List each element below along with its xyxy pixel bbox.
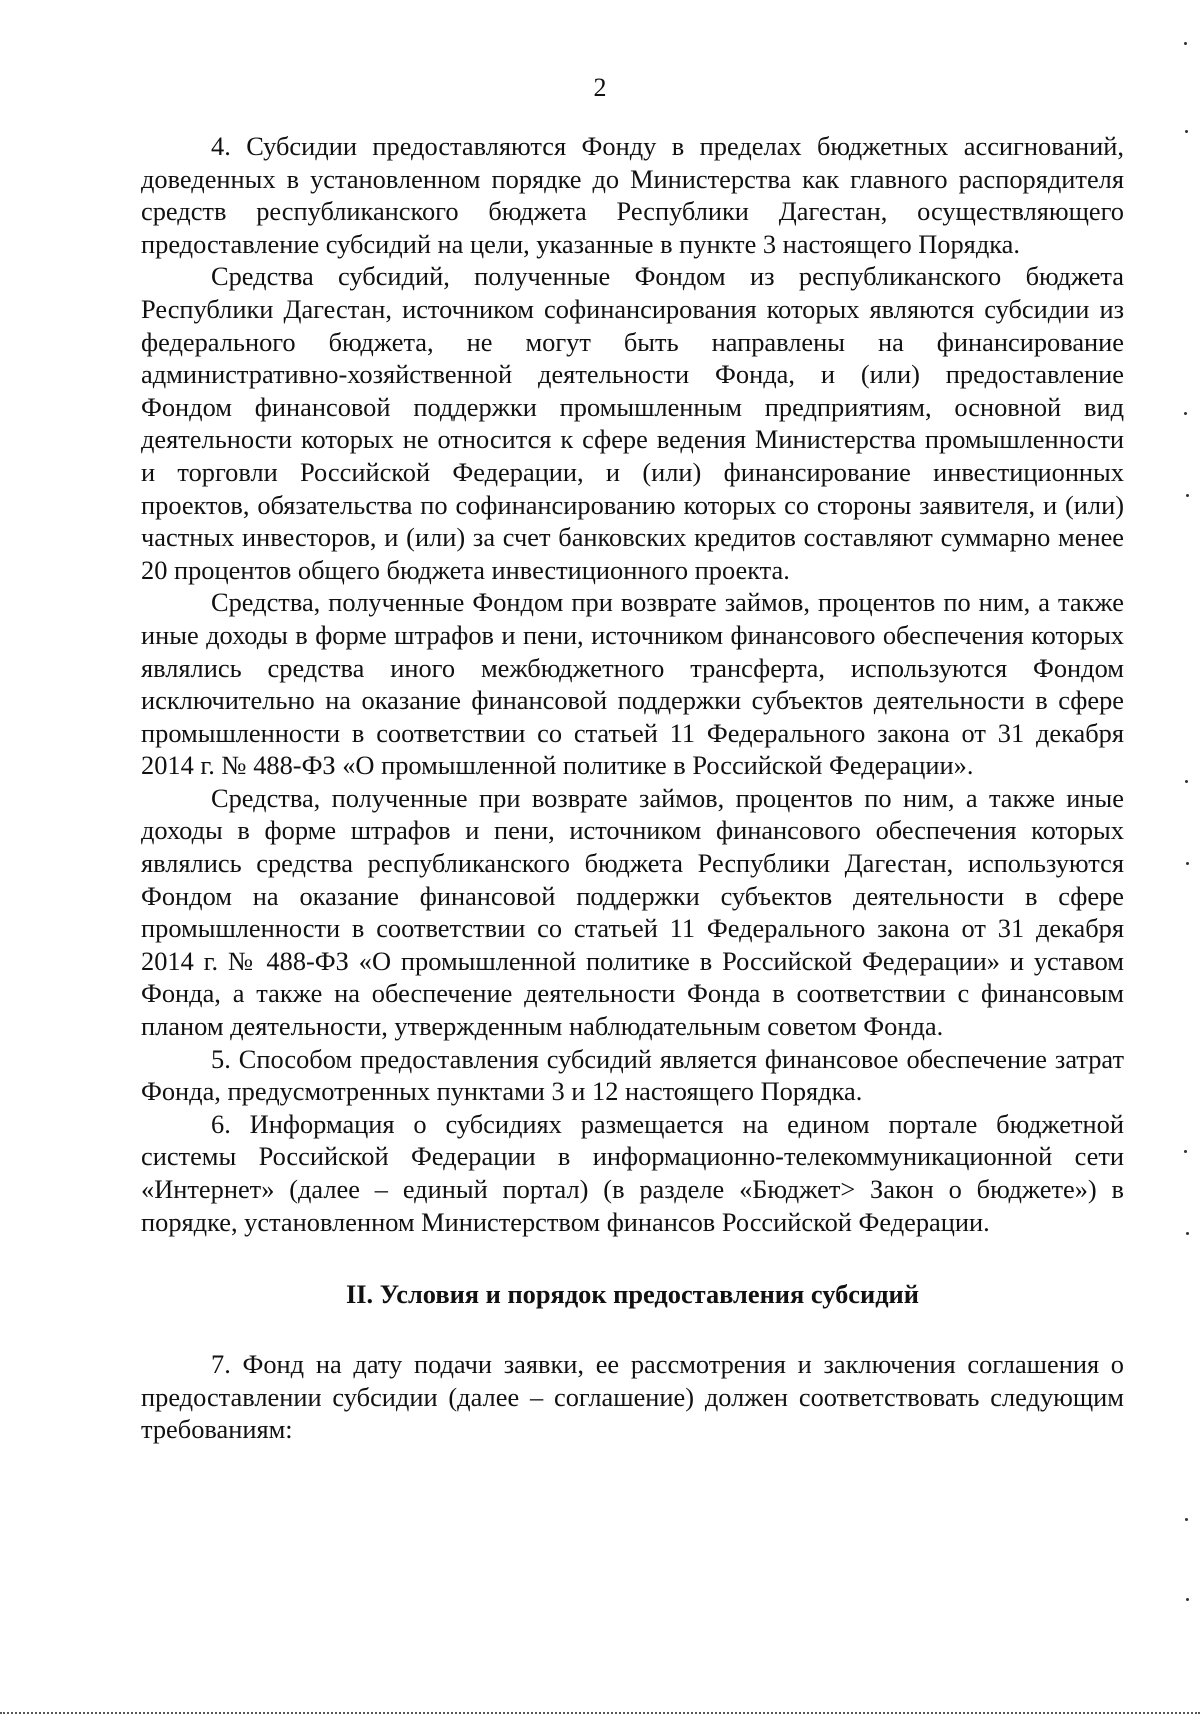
scan-mark <box>1184 1150 1187 1153</box>
scan-mark <box>1186 494 1189 497</box>
paragraph-item-5: 5. Способом предоставления субсидий является финансовое обеспечение затрат Фонда, предусмотренных пунктами 3 и 12 настоящего Порядка. <box>141 1043 1124 1107</box>
scan-mark <box>1184 42 1187 45</box>
paragraph-subsidy-funds: Средства субсидий, полученные Фондом из республиканского бюджета Республики Дагестан, источником софинансирования которых являются субсидии из федерального бюджета, не могут быть направлены на финансирование административно-хозяйственной деятельности Фонда, и (или) предоставление Фондом финансовой поддержки промышленным предприятиям, основной вид деятельности которых не относится к сфере ведения Министерства промышленности и торговли Российской Федерации, и (или) финансирование инвестиционных проектов, обязательства по софинансированию которых со стороны заявителя, и (или) частных инвесторов, и (или) за счет банковских кредитов составляют суммарно менее 20 процентов общего бюджета инвестиционного проекта. <box>141 261 1124 585</box>
scan-mark <box>1186 1598 1189 1601</box>
page-number: 2 <box>593 73 607 102</box>
page-bottom-edge <box>0 1712 1200 1714</box>
document-body <box>141 130 1124 1446</box>
scan-mark <box>1186 862 1189 865</box>
paragraph-item-7: 7. Фонд на дату подачи заявки, ее рассмотрения и заключения соглашения о предоставлении субсидии (далее – соглашение) должен соответствовать следующим требованиям: <box>141 1349 1124 1445</box>
paragraph-item-6: 6. Информация о субсидиях размещается на едином портале бюджетной системы Российской Федерации в информационно-телекоммуникационной сети «Интернет» (далее – единый портал) (в разделе «Бюджет> Закон о бюджете») в порядке, установленном Министерством финансов Российской Федерации. <box>141 1108 1124 1237</box>
scan-mark <box>1185 130 1188 133</box>
scan-mark <box>1185 1518 1188 1521</box>
section-heading: II. Условия и порядок предоставления субсидий <box>346 1279 919 1310</box>
paragraph-loan-returns-transfer: Средства, полученные Фондом при возврате займов, процентов по ним, а также иные доходы в форме штрафов и пени, источником финансового обеспечения которых являлись средства иного межбюджетного трансферта, используются Фондом исключительно на оказание финансовой поддержки субъектов деятельности в сфере промышленности в соответствии со статьей 11 Федерального закона от 31 декабря 2014 г. № 488-ФЗ «О промышленной политике в Российской Федерации». <box>141 587 1124 781</box>
paragraph-loan-returns-republican: Средства, полученные при возврате займов, процентов по ним, а также иные доходы в форме штрафов и пени, источником финансового обеспечения которых являлись средства республиканского бюджета Республики Дагестан, используются Фондом на оказание финансовой поддержки субъектов деятельности в сфере промышленности в соответствии со статьей 11 Федерального закона от 31 декабря 2014 г. № 488-ФЗ «О промышленной политике в Российской Федерации» и уставом Фонда, а также на обеспечение деятельности Фонда в соответствии с финансовым планом деятельности, утвержденным наблюдательным советом Фонда. <box>141 782 1124 1042</box>
scan-mark <box>1184 412 1187 415</box>
paragraph-item-4: 4. Субсидии предоставляются Фонду в пределах бюджетных ассигнований, доведенных в установленном порядке до Министерства как главного распорядителя средств республиканского бюджета Республики Дагестан, осуществляющего предоставление субсидий на цели, указанные в пункте 3 настоящего Порядка. <box>141 131 1124 259</box>
scan-mark <box>1186 1232 1189 1235</box>
scan-mark <box>1185 780 1188 783</box>
